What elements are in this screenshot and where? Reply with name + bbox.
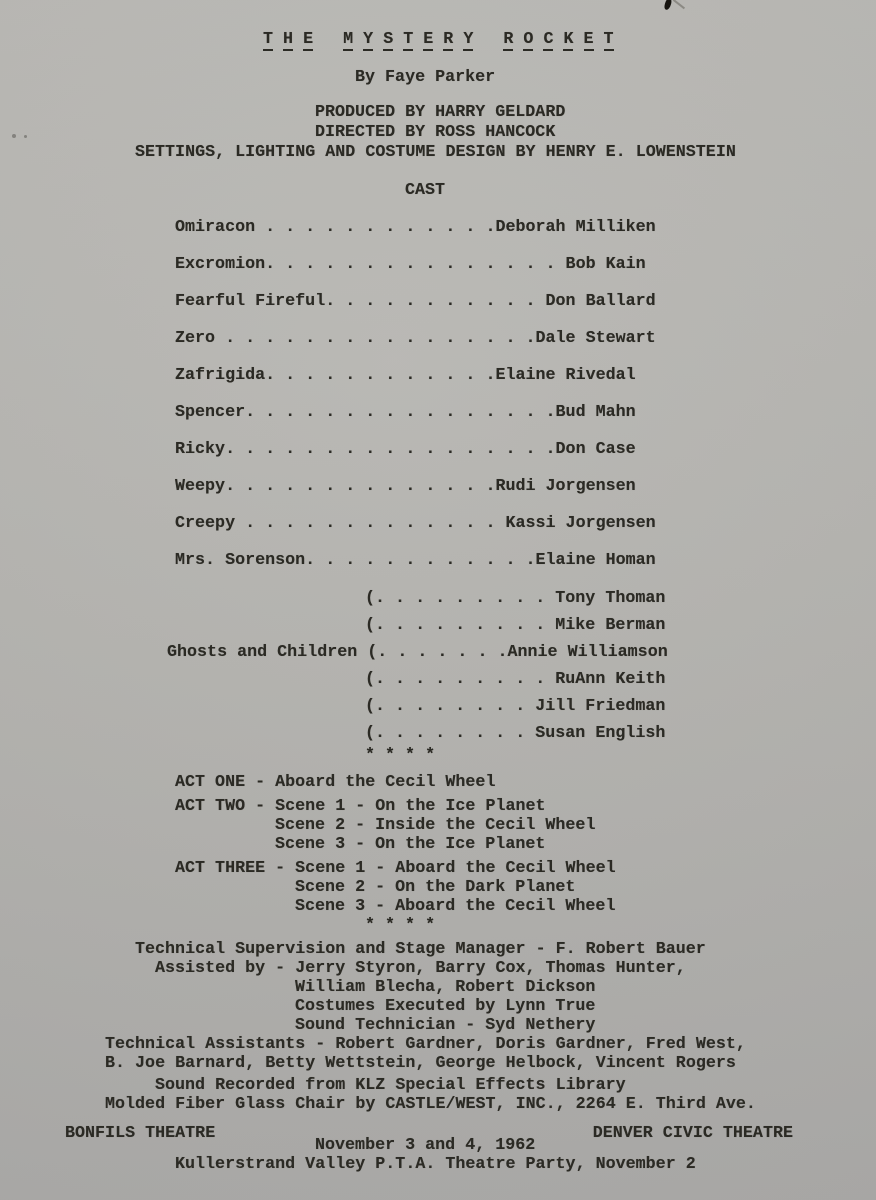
chair-credit-note: Molded Fiber Glass Chair by CASTLE/WEST, INC., 2264 E. Third Ave. xyxy=(105,1095,756,1114)
scan-speck xyxy=(12,134,16,138)
cast-row-creepy: Creepy . . . . . . . . . . . . . Kassi Jorgensen xyxy=(175,514,656,533)
cast-row-omiracon: Omiracon . . . . . . . . . . . .Deborah Milliken xyxy=(175,218,656,237)
cast-group-label: Ghosts and Children xyxy=(167,643,368,662)
cast-row-mike-berman: (. . . . . . . . . Mike Berman xyxy=(365,616,666,635)
act-three-scene-1-line: ACT THREE - Scene 1 - Aboard the Cecil Wheel xyxy=(175,859,616,878)
cast-row-weepy: Weepy. . . . . . . . . . . . . .Rudi Jorgensen xyxy=(175,477,636,496)
produced-credit: PRODUCED BY HARRY GELDARD xyxy=(315,103,566,122)
costumes-credit: Costumes Executed by Lynn True xyxy=(295,997,596,1016)
cast-row-zero: Zero . . . . . . . . . . . . . . . .Dale Stewart xyxy=(175,329,656,348)
cast-row-tony-thoman: (. . . . . . . . . Tony Thoman xyxy=(365,589,666,608)
cast-row-spencer: Spencer. . . . . . . . . . . . . . . .Bud Mahn xyxy=(175,403,636,422)
play-title: T H E M Y S T E R Y R O C K E T xyxy=(263,30,614,49)
performance-dates: November 3 and 4, 1962 xyxy=(315,1136,536,1155)
act-two-scene-3-line: Scene 3 - On the Ice Planet xyxy=(275,835,546,854)
ink-mark xyxy=(663,0,689,16)
cast-row-annie-williamson: (. . . . . . .Annie Williamson xyxy=(367,643,668,662)
act-two-scene-1-line: ACT TWO - Scene 1 - On the Ice Planet xyxy=(175,797,546,816)
cast-row-jill-friedman: (. . . . . . . . Jill Friedman xyxy=(365,697,666,716)
sound-library-note: Sound Recorded from KLZ Special Effects Library xyxy=(155,1076,626,1095)
assistants-credit: Assisted by - Jerry Styron, Barry Cox, Thomas Hunter, xyxy=(155,959,686,978)
cast-row-susan-english: (. . . . . . . . Susan English xyxy=(365,724,666,743)
assistants-credit-2: William Blecha, Robert Dickson xyxy=(295,978,596,997)
byline: By Faye Parker xyxy=(355,68,496,87)
directed-credit: DIRECTED BY ROSS HANCOCK xyxy=(315,123,556,142)
scan-speck xyxy=(24,135,27,138)
technical-assistants-credit: Technical Assistants - Robert Gardner, Doris Gardner, Fred West, xyxy=(105,1035,746,1054)
cast-row-mrs-sorenson: Mrs. Sorenson. . . . . . . . . . . .Elaine Homan xyxy=(175,551,656,570)
asterisk-divider: * * * * xyxy=(365,916,436,935)
asterisk-divider: * * * * xyxy=(365,746,436,765)
act-three-scene-3-line: Scene 3 - Aboard the Cecil Wheel xyxy=(295,897,616,916)
theatre-name-right: DENVER CIVIC THEATRE xyxy=(592,1124,793,1143)
theatre-name-left: BONFILS THEATRE xyxy=(65,1124,216,1143)
act-one-line: ACT ONE - Aboard the Cecil Wheel xyxy=(175,773,496,792)
cast-row-fearful-fireful: Fearful Fireful. . . . . . . . . . . Don Ballard xyxy=(175,292,656,311)
act-three-scene-2-line: Scene 2 - On the Dark Planet xyxy=(295,878,576,897)
pta-party-note: Kullerstrand Valley P.T.A. Theatre Party, November 2 xyxy=(175,1155,696,1174)
cast-row-excromion: Excromion. . . . . . . . . . . . . . . Bob Kain xyxy=(175,255,646,274)
cast-group-ghosts-and-children xyxy=(0,643,876,662)
cast-heading: CAST xyxy=(405,181,446,200)
cast-row-ricky: Ricky. . . . . . . . . . . . . . . . .Don Case xyxy=(175,440,636,459)
cast-row-zafrigida: Zafrigida. . . . . . . . . . . .Elaine Rivedal xyxy=(175,366,636,385)
act-two-scene-2-line: Scene 2 - Inside the Cecil Wheel xyxy=(275,816,596,835)
design-credit: SETTINGS, LIGHTING AND COSTUME DESIGN BY HENRY E. LOWENSTEIN xyxy=(135,143,736,162)
cast-row-ruann-keith: (. . . . . . . . . RuAnn Keith xyxy=(365,670,666,689)
technical-assistants-credit-2: B. Joe Barnard, Betty Wettstein, George Helbock, Vincent Rogers xyxy=(105,1054,736,1073)
stage-manager-credit: Technical Supervision and Stage Manager - F. Robert Bauer xyxy=(135,940,706,959)
sound-technician-credit: Sound Technician - Syd Nethery xyxy=(295,1016,596,1035)
